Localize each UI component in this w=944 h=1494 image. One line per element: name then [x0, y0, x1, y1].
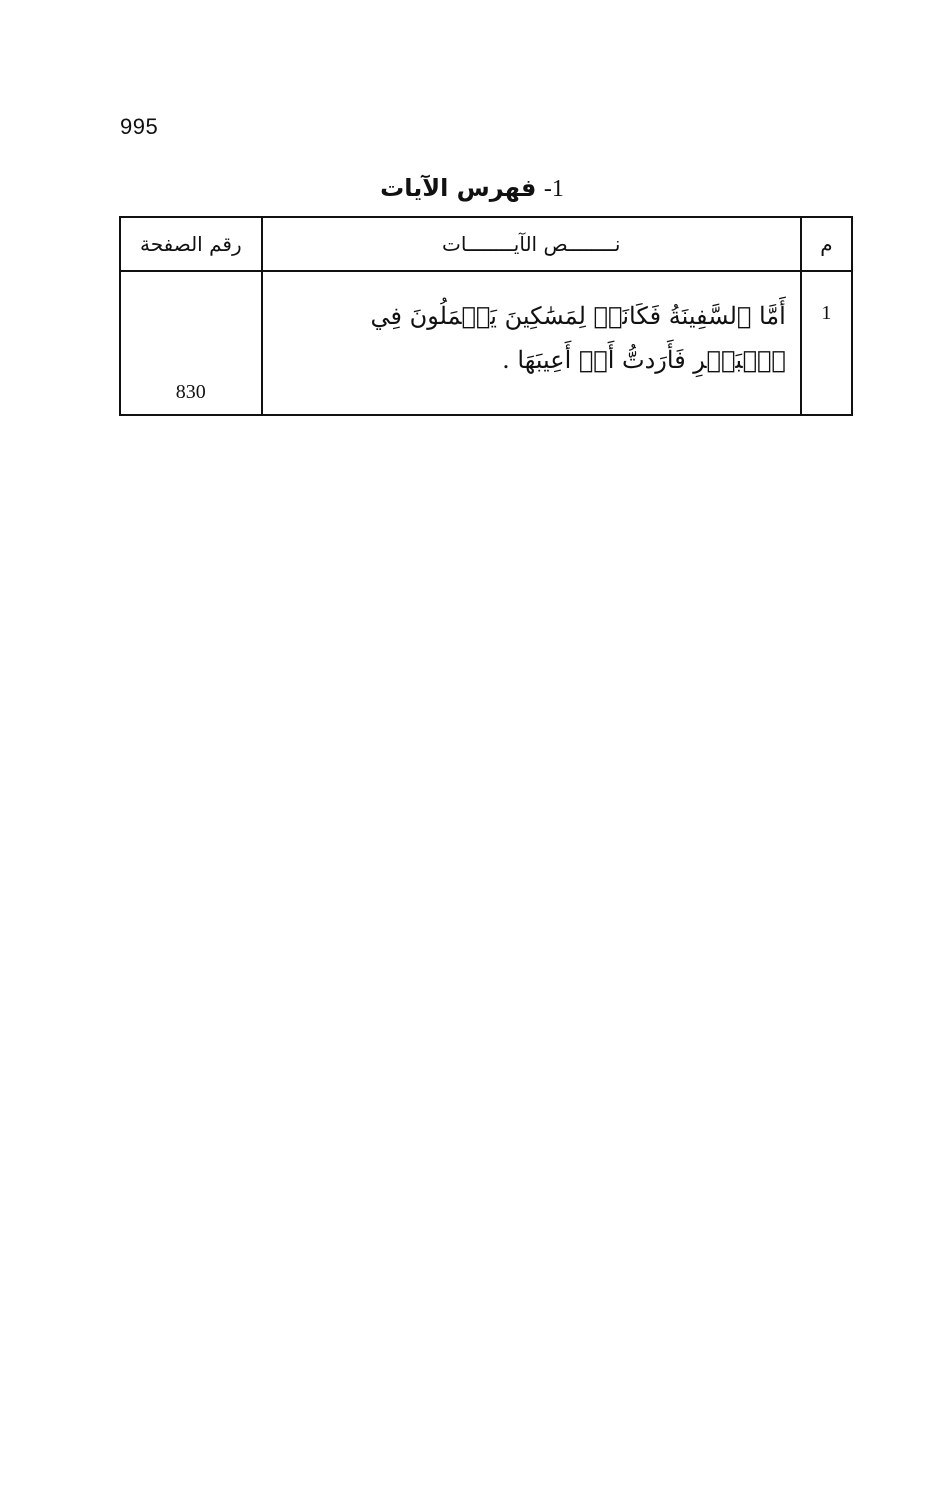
verses-index-table: [119, 216, 853, 416]
row-page-number: 830: [120, 271, 262, 415]
row-number: 1: [801, 271, 852, 415]
index-title-text: فهرس الآيات: [380, 174, 537, 202]
page-number: 995: [120, 114, 159, 139]
table-header-row: [120, 217, 852, 271]
index-title: [0, 174, 944, 203]
header-number: م: [801, 217, 852, 271]
row-verse-text: أَمَّا ٱلسَّفِينَةُ فَكَانَتۡ لِمَسَٰكِينَ يَعۡمَلُونَ فِي ٱلۡبَحۡرِ فَأَرَدتُّ أَنۡ أَعِيبَهَا .: [262, 271, 801, 415]
index-title-number: 1-: [543, 176, 564, 202]
table-row: [120, 271, 852, 415]
header-verse-text: نــــــــص الآيــــــــات: [262, 217, 801, 271]
header-page-number: رقم الصفحة: [120, 217, 262, 271]
